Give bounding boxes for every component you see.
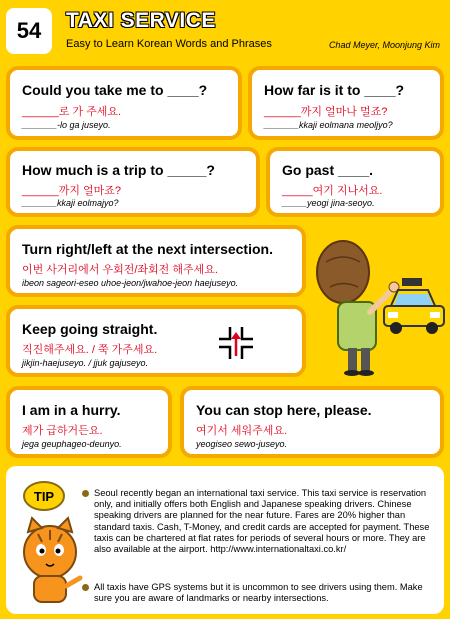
phrase-romanization: ibeon sageori-eseo uhoe-jeon/jwahoe-jeon haejuseyo. [22, 278, 239, 288]
tip-paragraph: All taxis have GPS systems but it is uncommon to see drivers using them. Make sure you are aware of landmarks or nearby intersections. [94, 582, 434, 604]
phrase-english: Go past ____. [282, 162, 374, 178]
phrase-romanization: _______kkaji eolmajyo? [22, 198, 119, 208]
phrase-english: How far is it to ____? [264, 82, 405, 98]
straight-arrow-icon [215, 325, 257, 361]
phrase-english: Could you take me to ____? [22, 82, 208, 98]
phrase-card-stop-here [180, 386, 444, 458]
phrase-romanization: _____yeogi jina-seoyo. [282, 198, 375, 208]
phrase-korean: _____여기 지나서요. [282, 185, 383, 197]
tip-box [6, 466, 444, 614]
phrase-english: How much is a trip to _____? [22, 162, 215, 178]
phrase-card-go-past [266, 147, 444, 217]
phrase-card-take-me-to [6, 66, 242, 140]
header [0, 0, 450, 58]
person-hailing-taxi-illustration [308, 232, 448, 380]
phrase-english: You can stop here, please. [196, 402, 372, 418]
phrase-card-straight [6, 305, 306, 377]
phrase-card-hurry [6, 386, 172, 458]
page-title: TAXI SERVICE [66, 9, 216, 32]
phrase-romanization: jega geuphageo-deunyo. [22, 439, 122, 449]
phrase-romanization: jikjin-haejuseyo. / jjuk gajuseyo. [22, 358, 149, 368]
phrase-english: Keep going straight. [22, 321, 158, 337]
tip-paragraph: Seoul recently began an international taxi service. This taxi service is reservation only, and initially offers both English and Japanese speaking drivers. Chinese speaking drivers are planned for the near future. Fares are 20% higher than standard taxis. Cash, T-Money, and credit cards are accepted for payment. These taxis can be chartered at flat rates for periods of several hours or more. They are also available at the airport. http://www.internationaltaxi.co.kr/ [94, 488, 434, 555]
page-subtitle: Easy to Learn Korean Words and Phrases [66, 38, 272, 50]
phrase-korean: 직진해주세요. / 쭉 가주세요. [22, 344, 158, 356]
bullet-icon [82, 490, 89, 497]
lesson-number: 54 [6, 8, 52, 54]
phrase-korean: 제가 급하거든요. [22, 425, 103, 437]
phrase-romanization: _______kkaji eolmana meoljyo? [264, 120, 393, 130]
phrase-romanization: yeogiseo sewo-juseyo. [196, 439, 288, 449]
phrase-card-how-much [6, 147, 260, 217]
bullet-icon [82, 584, 89, 591]
phrase-english: Turn right/left at the next intersection. [22, 241, 273, 257]
phrase-korean: 이번 사거리에서 우회전/좌회전 해주세요. [22, 264, 218, 276]
phrase-card-how-far [248, 66, 444, 140]
phrase-romanization: _______-lo ga juseyo. [22, 120, 111, 130]
phrase-korean: ______까지 얼마죠? [22, 185, 122, 197]
phrase-english: I am in a hurry. [22, 402, 121, 418]
phrase-card-turn [6, 225, 306, 297]
authors: Chad Meyer, Moonjung Kim [328, 40, 440, 50]
phrase-korean: ______로 가 주세요. [22, 106, 122, 118]
tip-badge: TIP [33, 489, 55, 504]
tiger-mascot [10, 476, 90, 610]
phrase-korean: ______까지 얼마나 멀죠? [264, 106, 388, 118]
phrase-korean: 여기서 세워주세요. [196, 425, 288, 437]
